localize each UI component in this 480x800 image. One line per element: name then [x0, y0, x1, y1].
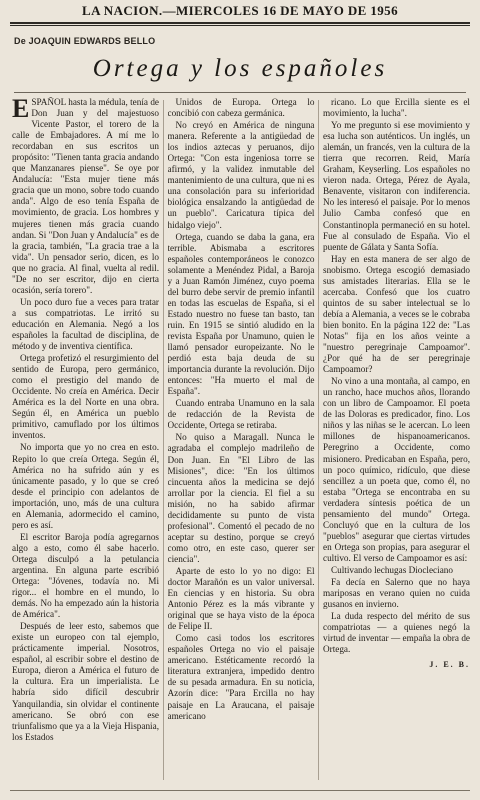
paragraph [12, 353, 159, 441]
paragraph-text: ricano. Lo que Ercilla siente es el movimiento, la lucha". [323, 97, 470, 119]
drop-cap: E [12, 97, 30, 123]
paragraph [323, 97, 470, 119]
byline: De JOAQUIN EDWARDS BELLO [14, 36, 156, 46]
paragraph [12, 297, 159, 352]
paragraph-text: Aparte de esto lo yo no digo: El doctor Marañón es un valor universal. En ciencias y en historia. Su obra Antonio Pérez es la más vibrante y original que se haya visto de la época de Felipe II. [167, 565, 315, 632]
article-column-2 [168, 97, 315, 787]
article-title: Ortega y los españoles [92, 55, 388, 82]
paragraph-text: Unidos de Europa. Ortega lo concibió con cabeza germánica. [167, 97, 315, 119]
paragraph [168, 97, 315, 119]
paragraph [323, 120, 470, 253]
article-column-3 [323, 97, 470, 787]
paragraph [168, 398, 315, 431]
masthead: LA NACION.—MIERCOLES 16 DE MAYO DE 1956 [82, 3, 398, 18]
paragraph [323, 577, 470, 610]
paragraph-text: Cuando entraba Unamuno en la sala de redacción de la Revista de Occidente, Ortega se retiraba. [167, 398, 315, 431]
article-body [12, 97, 470, 787]
paragraph-text: Como casi todos los escritores españoles Ortega no vio el paisaje americano. Estéticamente recordó la literatura extranjera, impedido dentro de su pesada armadura. En su noticia, Azorín dice: "Para Ercilla no hay paisaje en La Araucana, el paisaje americano [167, 633, 315, 721]
article-column-1 [12, 97, 159, 787]
paragraph-text: Fa decía en Salerno que no haya mariposas en verano quien no cuida gusanos en invierno. [323, 577, 470, 610]
paragraph [12, 532, 159, 620]
paragraph-text: Después de leer esto, sabemos que existe un europeo con tal ejemplo, prácticamente imperial. Nosotros, español, al escribir sobre el destino de Europa, dieron a América el futuro de la cultura. Era un imperialista. Le habría sido difícil descubrir Yanquilandia, sin olvidar el continente americano. Se obró con ese triunfalismo que ya a la Vieja Hispania, los Estados [12, 621, 159, 742]
paragraph-text: La duda respecto del mérito de sus compatriotas — a quienes negó la virtud de inventar — empaña la obra de Ortega. [323, 611, 470, 655]
paragraph [323, 254, 470, 376]
paragraph-text: Yo me pregunto si ese movimiento y esa lucha son auténticos. Un inglés, un alemán, un francés, ven la cultura de la tierra que recorren. Reid, María Graham, Keyserling. Los españoles no vieron nada. Ortega, Pérez de Ayala, Benavente, visitaron con indiferencia. No les interesó el paisaje. Por lo menos Julio Camba confesó que en Constantinopla permaneció en su hotel. Fue al consulado de España. Vio el puente de Gálata y Santa Sofía. [323, 120, 470, 252]
masthead-rule [10, 22, 470, 24]
paragraph [323, 565, 470, 576]
bottom-rule [10, 790, 470, 791]
paragraph [168, 432, 315, 565]
paragraph-text: El escritor Baroja podía agregarnos algo a esto, como él sabe hacerlo. Ortega disculpó a la petulancia argentina. En alguna parte escribió Ortega: "Jóvenes, todavía no. Mi rigor... el hombre en el mundo, lo demás. No ha empezado aún la historia de América". [12, 531, 159, 620]
paragraph-text: No quiso a Maragall. Nunca le agradaba el complejo madrileño de Don Juan. En "El Libro de las Misiones", dice: "En los últimos cincuenta años la medicina se dejó arrollar por la ciencia. El fiel a su misión, no ha sabido afirmar decididamente su punto de vista profesional". Comentó el pecado de no aceptar su destino, porque se creyó como otro, en este caso, querer ser ciencia". [167, 432, 315, 564]
paragraph-text: No importa que yo no crea en esto. Repito lo que creía Ortega. Según él, América no ha sufrido aún y es únicamente pasado, y lo que se creó desde el principio con adelantos de importación, uno, más de una cultura en Alemania, adormecido el camino, pero es así. [12, 442, 159, 530]
paragraph-text: Hay en esta manera de ser algo de snobismo. Ortega escogió demasiado sus amistades literarias. Ella se le acercaba. Confesó que los cuatro quintos de su saber intelectual se lo debía a Alemania, a veces se le cobraba bien bonito. En la página 122 de: "Las Notas" fija en los años veinte a "nuestro peregrinaje Campoamor". ¿Por qué ha de ser peregrinaje Campoamor? [323, 253, 470, 375]
paragraph [12, 621, 159, 743]
paragraph-text: Un poco duro fue a veces para tratar a sus compatriotas. Le irritó su educación en Alemania. Negó a los españoles la facultad de disciplina, de método y de inventiva científica. [12, 296, 159, 352]
paragraph-text: Ortega profetizó el resurgimiento del sentido de Europa, pero germánico, como el prestigio del mando de Occidente. No creía en América. Decir América es la del Norte en una obra. Según él, en América un pueblo primitivo, camuflado por los últimos inventos. [12, 353, 159, 441]
paragraph [12, 97, 159, 296]
paragraph-text: Cultivando lechugas Diocleciano [331, 564, 453, 575]
paragraph [323, 611, 470, 655]
paragraph-text: No vino a una montaña, al campo, en un rancho, hace muchos años, llorando con un libro de Campoamor. El poeta de las Doloras es predicador, fino. Los niños y las niñas se le acercan. Lo leen millones de hispanoamericanos. Peregrino a Occidente, como misionero. Predicaban en España, pero, un poco químico, ridículo, que diese sencillez a un poeta que, como él, no estaba "Ortega se encontraba en su verdadera síntesis poética de un pensamiento del mundo" Ortega. Concluyó que en la cultura de los "pueblos" asegurar que ciertas virtudes en Ortega son propias, para asegurar el cultivo. El verso de Campoamor es así: [323, 376, 470, 563]
paragraph-text: Ortega, cuando se daba la gana, era terrible. Abismaba a escritores españoles contemporáneos le conozco solamente a Menéndez Pidal, a Baroja y a Juan Ramón Jiménez, cuyo poema del burro debe servir de premio infantil en todas las escuelas de España, si el Estado nuestro no fuese tan basto, tan ruin. En 1915 se sintió aludido en la revista España por Unamuno, quien le llamó pensador europeizante. No le perdió esta baja deuda de su importancia durante la revolución. Dijo entonces: "Ha muerto el mal de España". [167, 231, 315, 397]
author-signature: J. E. B. [429, 660, 470, 670]
paragraph [168, 566, 315, 632]
masthead-rule-thin [10, 25, 470, 26]
paragraph [323, 376, 470, 564]
paragraph [168, 232, 315, 398]
paragraph-text: No creyó en América de ninguna manera. Referente a la antigüedad de los indios aztecas y peruanos, dijo Ortega: "Con esta ingeniosa torre se afirmó, y la validez inmutable del mantenimiento de una cultura, que ni es una consolación para su inferioridad biológica ensalzando la antigüedad de un pueblo". Caricatura típica del hidalgo viejo". [167, 120, 315, 230]
paragraph [12, 442, 159, 530]
title-rule [14, 92, 466, 93]
paragraph [168, 633, 315, 721]
paragraph-text: SPAÑOL hasta la médula, tenía de Don Juan y del majestuoso Vicente Pastor, el torero de la calle de Embajadores. A mí me lo recordaban en sus escritos un propósito: "Tienen tanta gracia andando que Manzanares piense". Se oye por Andalucía: "Esta mujer tiene más gracia que un mono, sobre todo cuando anda". Algo de eso tenía España de movimiento, de gracia. Los hombres y mujeres tienen más gracia cuando andan. Si "Don Juan y Andalucía" es de la gracia, también, "La gracia trae a la vida". Un pensador serio, dicen, es lo que no gracia. Al final, vuelta al redil. "De no ser escritor, dijo en cierta ocasión, sería torero". [12, 97, 159, 295]
paragraph [168, 120, 315, 230]
